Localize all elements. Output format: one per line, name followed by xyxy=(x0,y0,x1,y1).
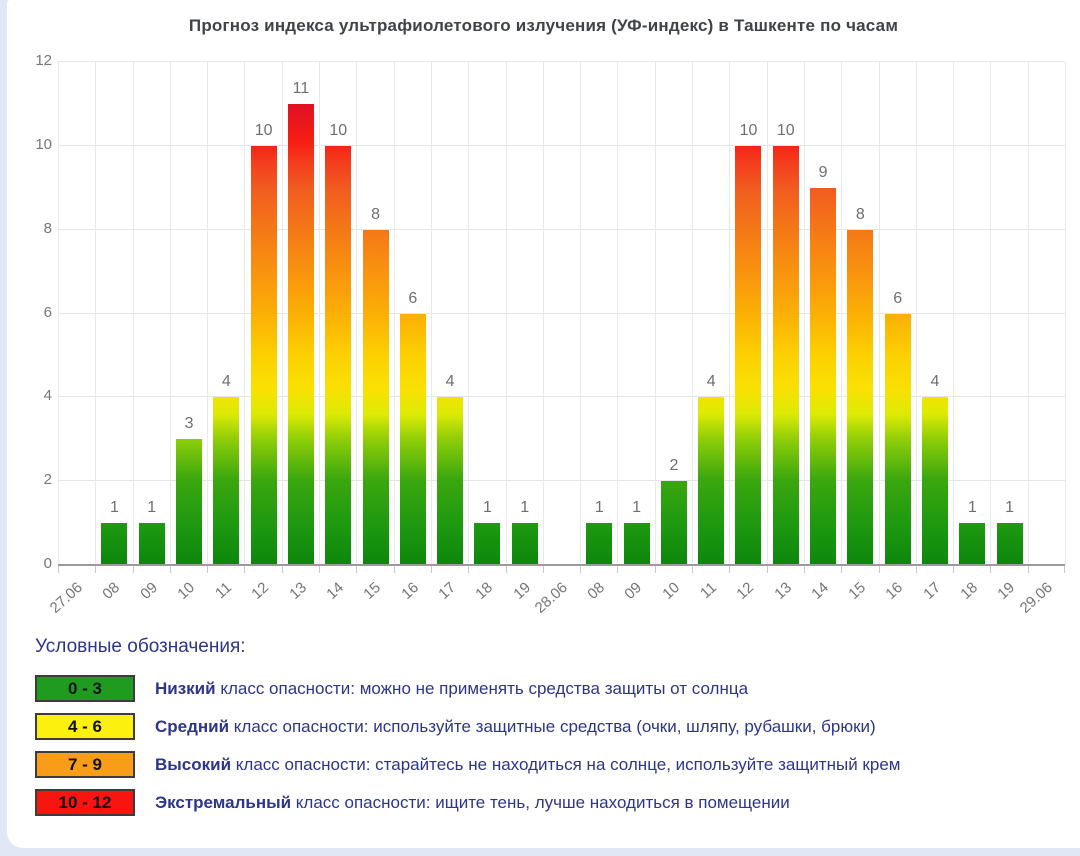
legend-class-text: класс опасности: старайтесь не находиться на солнце, используйте защитный крем xyxy=(231,754,901,774)
chart-slot xyxy=(544,62,581,565)
x-tick-label: 19 xyxy=(994,579,1019,603)
uv-bar xyxy=(400,314,426,566)
chart-slot xyxy=(842,62,879,565)
chart-slot xyxy=(134,62,171,565)
x-tick-label: 18 xyxy=(472,579,497,603)
legend-description xyxy=(155,793,790,813)
legend-range-label: 10 - 12 xyxy=(58,792,112,812)
x-axis-tick xyxy=(431,566,432,573)
y-tick-label: 10 xyxy=(35,135,52,153)
bar-value-label: 9 xyxy=(818,163,828,181)
x-axis-tick xyxy=(282,566,283,573)
legend-item-extreme xyxy=(35,789,1060,816)
chart-slot xyxy=(507,62,544,565)
uv-bar xyxy=(512,523,538,565)
y-tick-label: 8 xyxy=(43,219,52,237)
chart-slot xyxy=(656,62,693,565)
uv-bar xyxy=(213,397,239,565)
uv-bar xyxy=(586,523,612,565)
chart-slot xyxy=(395,62,432,565)
chart-slot xyxy=(469,62,506,565)
y-tick-label: 12 xyxy=(35,52,52,69)
chart-slot xyxy=(357,62,394,565)
uv-bar xyxy=(735,146,761,565)
x-tick-label: 27.06 xyxy=(46,579,87,617)
legend-swatch-high xyxy=(35,751,135,778)
bar-value-label: 2 xyxy=(669,457,679,475)
x-tick-label: 14 xyxy=(323,579,348,603)
uv-bar xyxy=(325,146,351,565)
bar-value-label: 4 xyxy=(221,373,231,391)
uv-bar xyxy=(474,523,500,565)
x-axis-tick xyxy=(1028,566,1029,573)
legend-swatch-medium xyxy=(35,713,135,740)
x-tick-label: 12 xyxy=(733,579,758,603)
x-axis-tick xyxy=(543,566,544,573)
x-tick-label: 10 xyxy=(658,579,683,603)
bar-slots xyxy=(58,62,1066,565)
x-tick-label: 13 xyxy=(286,579,310,603)
bar-value-label: 1 xyxy=(109,499,119,517)
uv-bar xyxy=(885,314,911,566)
x-tick-label: 08 xyxy=(584,579,609,603)
bar-value-label: 1 xyxy=(594,499,604,517)
y-tick-label: 0 xyxy=(43,555,52,572)
bar-value-label: 10 xyxy=(739,121,758,139)
bar-value-label: 11 xyxy=(292,79,310,97)
x-tick-label: 17 xyxy=(920,579,944,603)
uv-bar xyxy=(959,523,985,565)
x-axis-tick xyxy=(580,566,581,573)
x-tick-label: 09 xyxy=(621,579,646,603)
bar-value-label: 4 xyxy=(930,373,940,391)
bar-value-label: 1 xyxy=(520,499,530,517)
chart-slot xyxy=(805,62,842,565)
chart-slot xyxy=(432,62,469,565)
legend-description xyxy=(155,717,876,737)
legend-class-text: класс опасности: ищите тень, лучше находиться в помещении xyxy=(291,792,790,812)
chart-slot xyxy=(991,62,1028,565)
x-axis-tick xyxy=(319,566,320,573)
x-axis-tick xyxy=(1064,566,1065,573)
legend-item-medium xyxy=(35,713,1060,740)
uv-bar xyxy=(773,146,799,565)
x-axis-tick xyxy=(356,566,357,573)
chart-slot xyxy=(59,62,96,565)
x-axis-tick xyxy=(95,566,96,573)
legend-swatch-extreme xyxy=(35,789,135,816)
x-axis-tick xyxy=(207,566,208,573)
bar-value-label: 1 xyxy=(1005,499,1015,517)
chart-slot xyxy=(954,62,991,565)
bar-value-label: 1 xyxy=(632,499,642,517)
bar-value-label: 8 xyxy=(371,205,380,223)
bar-value-label: 4 xyxy=(445,373,455,391)
legend-range-label: 4 - 6 xyxy=(67,716,103,736)
x-axis-tick xyxy=(506,566,507,573)
x-tick-label: 14 xyxy=(808,579,832,603)
x-axis-tick xyxy=(990,566,991,573)
chart-slot xyxy=(693,62,730,565)
x-tick-label: 15 xyxy=(360,579,385,603)
x-axis-tick xyxy=(58,566,59,573)
x-axis-tick xyxy=(394,566,395,573)
x-tick-label: 16 xyxy=(397,579,422,603)
bar-value-label: 8 xyxy=(855,205,865,223)
x-axis-tick xyxy=(953,566,954,573)
x-axis-tick xyxy=(692,566,693,573)
legend-item-high xyxy=(35,751,1060,778)
x-tick-label: 08 xyxy=(99,579,124,603)
uv-bar xyxy=(922,397,948,565)
y-tick-label: 2 xyxy=(43,471,52,489)
legend-item-low xyxy=(35,675,1060,702)
x-axis-tick xyxy=(729,566,730,573)
chart-slot xyxy=(171,62,208,565)
uv-bar xyxy=(101,523,127,565)
chart-card xyxy=(7,0,1080,848)
x-axis-tick xyxy=(244,566,245,573)
chart-title: Прогноз индекса ультрафиолетового излучения (УФ-индекс) в Ташкенте по часам xyxy=(188,16,899,35)
bar-value-label: 4 xyxy=(706,373,716,391)
x-axis-tick xyxy=(879,566,880,573)
uv-bar xyxy=(698,397,724,565)
chart-slot xyxy=(880,62,917,565)
x-tick-label: 15 xyxy=(845,579,870,603)
x-axis-tick xyxy=(468,566,469,573)
bar-value-label: 3 xyxy=(184,415,194,433)
x-axis-labels xyxy=(46,575,1065,645)
bar-value-label: 6 xyxy=(408,289,418,307)
chart-slot xyxy=(245,62,282,565)
chart-slot xyxy=(581,62,618,565)
uv-bar xyxy=(661,481,687,565)
chart-slot xyxy=(730,62,767,565)
y-tick-label: 4 xyxy=(43,387,52,405)
legend-class-name: Низкий xyxy=(155,678,216,698)
bar-value-label: 10 xyxy=(776,121,795,139)
x-axis-baseline xyxy=(58,564,1065,566)
legend-class-name: Средний xyxy=(155,716,230,736)
chart-slot xyxy=(320,62,357,565)
legend-swatch-low xyxy=(35,675,135,702)
bar-value-label: 10 xyxy=(329,121,348,139)
legend-range-label: 7 - 9 xyxy=(67,754,103,774)
legend xyxy=(35,636,1060,827)
legend-description xyxy=(155,679,748,699)
x-tick-label: 12 xyxy=(248,579,273,603)
uv-bar xyxy=(437,397,463,565)
chart-slot xyxy=(96,62,133,565)
x-axis-tick xyxy=(916,566,917,573)
uv-bar xyxy=(139,523,165,565)
x-tick-label: 17 xyxy=(435,579,460,603)
legend-class-text: класс опасности: можно не применять средства защиты от солнца xyxy=(215,678,749,698)
x-axis-tick xyxy=(841,566,842,573)
x-tick-label: 16 xyxy=(882,579,907,603)
uv-bar xyxy=(176,439,202,565)
legend-class-name: Высокий xyxy=(155,754,232,774)
chart-slot xyxy=(618,62,655,565)
uv-bar xyxy=(997,523,1023,565)
uv-bar xyxy=(810,188,836,565)
x-axis-tick xyxy=(133,566,134,573)
x-tick-label: 11 xyxy=(212,579,236,603)
x-axis-tick xyxy=(804,566,805,573)
x-tick-label: 19 xyxy=(509,579,534,603)
chart-slot xyxy=(283,62,320,565)
legend-heading: Условные обозначения: xyxy=(35,636,246,657)
chart-slot xyxy=(208,62,245,565)
bar-value-label: 1 xyxy=(967,499,977,517)
y-tick-label: 6 xyxy=(43,303,52,321)
uv-bar xyxy=(624,523,650,565)
x-axis-tick xyxy=(170,566,171,573)
uv-bar xyxy=(847,230,873,565)
chart-slot xyxy=(1029,62,1066,565)
legend-class-text: класс опасности: используйте защитные средства (очки, шляпу, рубашки, брюки) xyxy=(229,716,876,736)
bar-value-label: 6 xyxy=(893,289,903,307)
plot-area xyxy=(58,62,1065,565)
legend-range-label: 0 - 3 xyxy=(67,678,103,698)
uv-bar xyxy=(288,104,314,565)
x-axis-tick xyxy=(617,566,618,573)
x-tick-label: 11 xyxy=(697,579,721,603)
x-tick-label: 28.06 xyxy=(531,579,571,617)
x-axis-tick xyxy=(655,566,656,573)
legend-class-name: Экстремальный xyxy=(155,792,292,812)
chart-slot xyxy=(768,62,805,565)
uv-bar xyxy=(251,146,277,565)
legend-description xyxy=(155,755,900,775)
x-tick-label: 18 xyxy=(957,579,982,603)
x-tick-label: 10 xyxy=(174,579,198,603)
x-tick-label: 13 xyxy=(770,579,795,603)
bar-value-label: 1 xyxy=(147,499,157,517)
x-tick-label: 09 xyxy=(136,579,161,603)
chart-slot xyxy=(917,62,954,565)
bar-value-label: 1 xyxy=(482,499,492,517)
x-axis-tick xyxy=(767,566,768,573)
uv-bar xyxy=(363,230,389,565)
bar-value-label: 10 xyxy=(254,121,273,139)
x-tick-label: 29.06 xyxy=(1016,579,1056,617)
